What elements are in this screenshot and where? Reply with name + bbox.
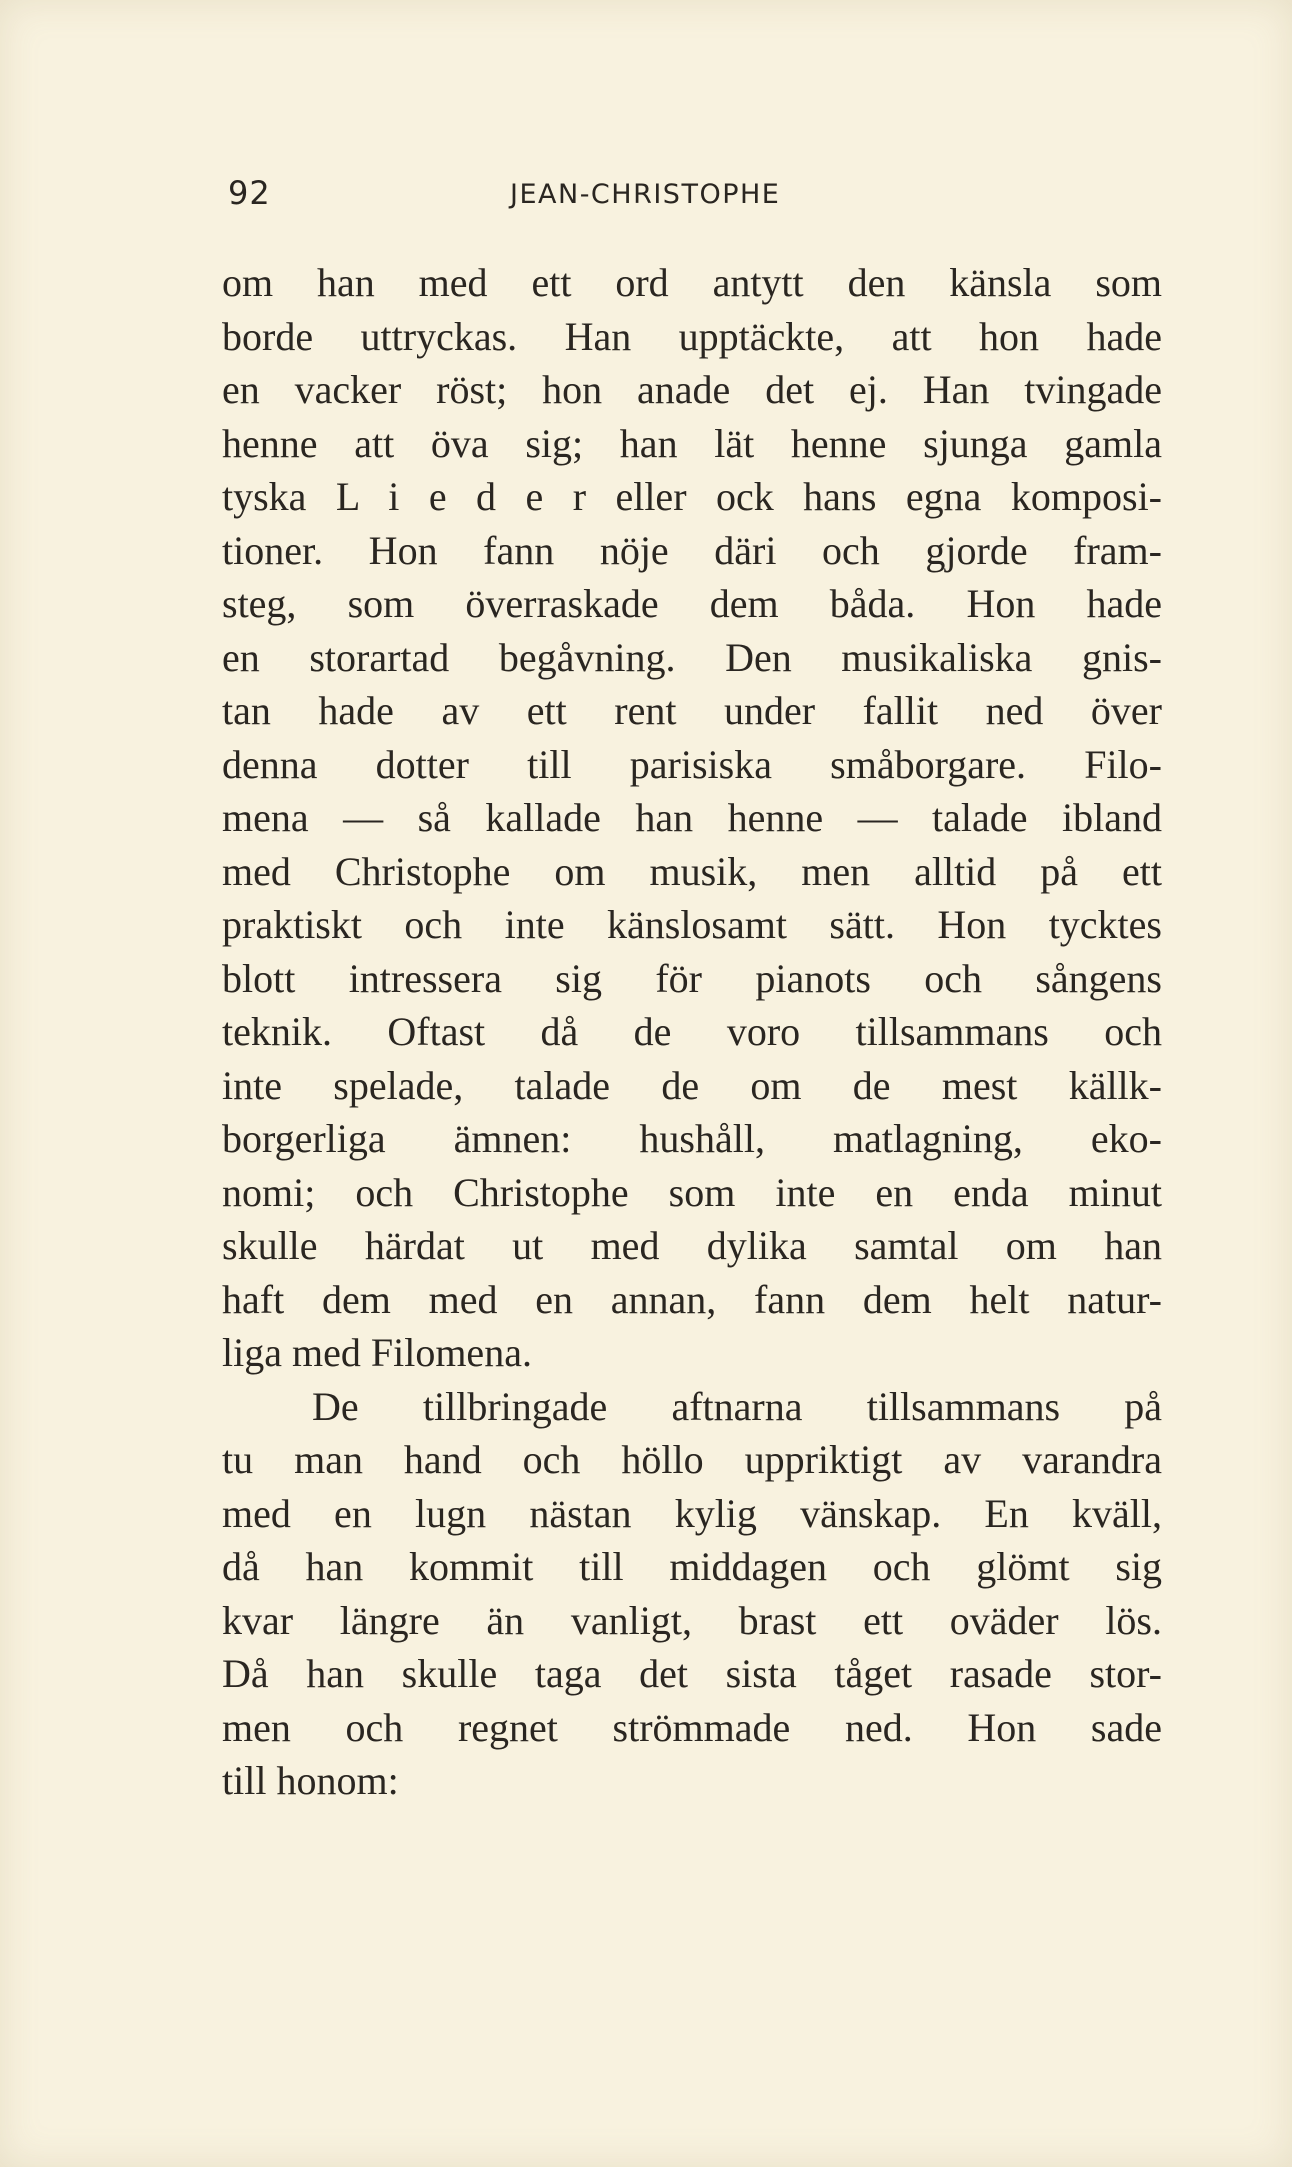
text-line: borde uttryckas. Han upptäckte, att hon hade [222, 313, 1162, 359]
text-line: mena — så kallade han henne — talade ibland [222, 795, 1162, 840]
text-line: nomi; och Christophe som inte en enda minut [222, 1169, 1162, 1215]
text-line: kvar längre än vanligt, brast ett oväder lös. [222, 1597, 1162, 1643]
text-line: tioner. Hon fann nöje däri och gjorde fram- [222, 527, 1162, 573]
text-line: inte spelade, talade de om de mest källk- [222, 1062, 1162, 1108]
text-line: tan hade av ett rent under fallit ned över [222, 688, 1162, 733]
text-line: tu man hand och höllo uppriktigt av varandra [222, 1437, 1162, 1482]
text-line: denna dotter till parisiska småborgare. Filo- [222, 741, 1162, 787]
page-number: 92 [228, 174, 271, 212]
text-line: praktiskt och inte känslosamt sätt. Hon tycktes [222, 902, 1162, 947]
text-line: haft dem med en annan, fann dem helt natur- [222, 1276, 1162, 1322]
text-line: steg, som överraskade dem båda. Hon hade [222, 581, 1162, 626]
text-line: en storartad begåvning. Den musikaliska gnis- [222, 634, 1162, 680]
text-line: Då han skulle taga det sista tåget rasade stor- [222, 1651, 1162, 1696]
text-line: skulle härdat ut med dylika samtal om han [222, 1223, 1162, 1268]
text-line: med Christophe om musik, men alltid på ett [222, 848, 1162, 894]
text-line: men och regnet strömmade ned. Hon sade [222, 1704, 1162, 1750]
text-line: till honom: [222, 1758, 399, 1803]
text-line: tyska L i e d e r eller ock hans egna komposi- [222, 474, 1162, 519]
text-line: borgerliga ämnen: hushåll, matlagning, eko- [222, 1116, 1162, 1161]
text-line: blott intressera sig för pianots och sångens [222, 955, 1162, 1001]
page-header [220, 174, 1160, 224]
text-line: teknik. Oftast då de voro tillsammans och [222, 1009, 1162, 1054]
text-line: liga med Filomena. [222, 1330, 532, 1375]
text-line: med en lugn nästan kylig vänskap. En kväll, [222, 1490, 1162, 1536]
text-line: en vacker röst; hon anade det ej. Han tvingade [222, 367, 1162, 412]
text-line: henne att öva sig; han lät henne sjunga gamla [222, 420, 1162, 466]
text-line: då han kommit till middagen och glömt sig [222, 1544, 1162, 1589]
body-text [222, 256, 1162, 1808]
text-line: om han med ett ord antytt den känsla som [222, 260, 1162, 305]
running-title: JEAN-CHRISTOPHE [510, 179, 781, 210]
paragraph-first-line: De tillbringade aftnarna tillsammans på [312, 1383, 1162, 1429]
